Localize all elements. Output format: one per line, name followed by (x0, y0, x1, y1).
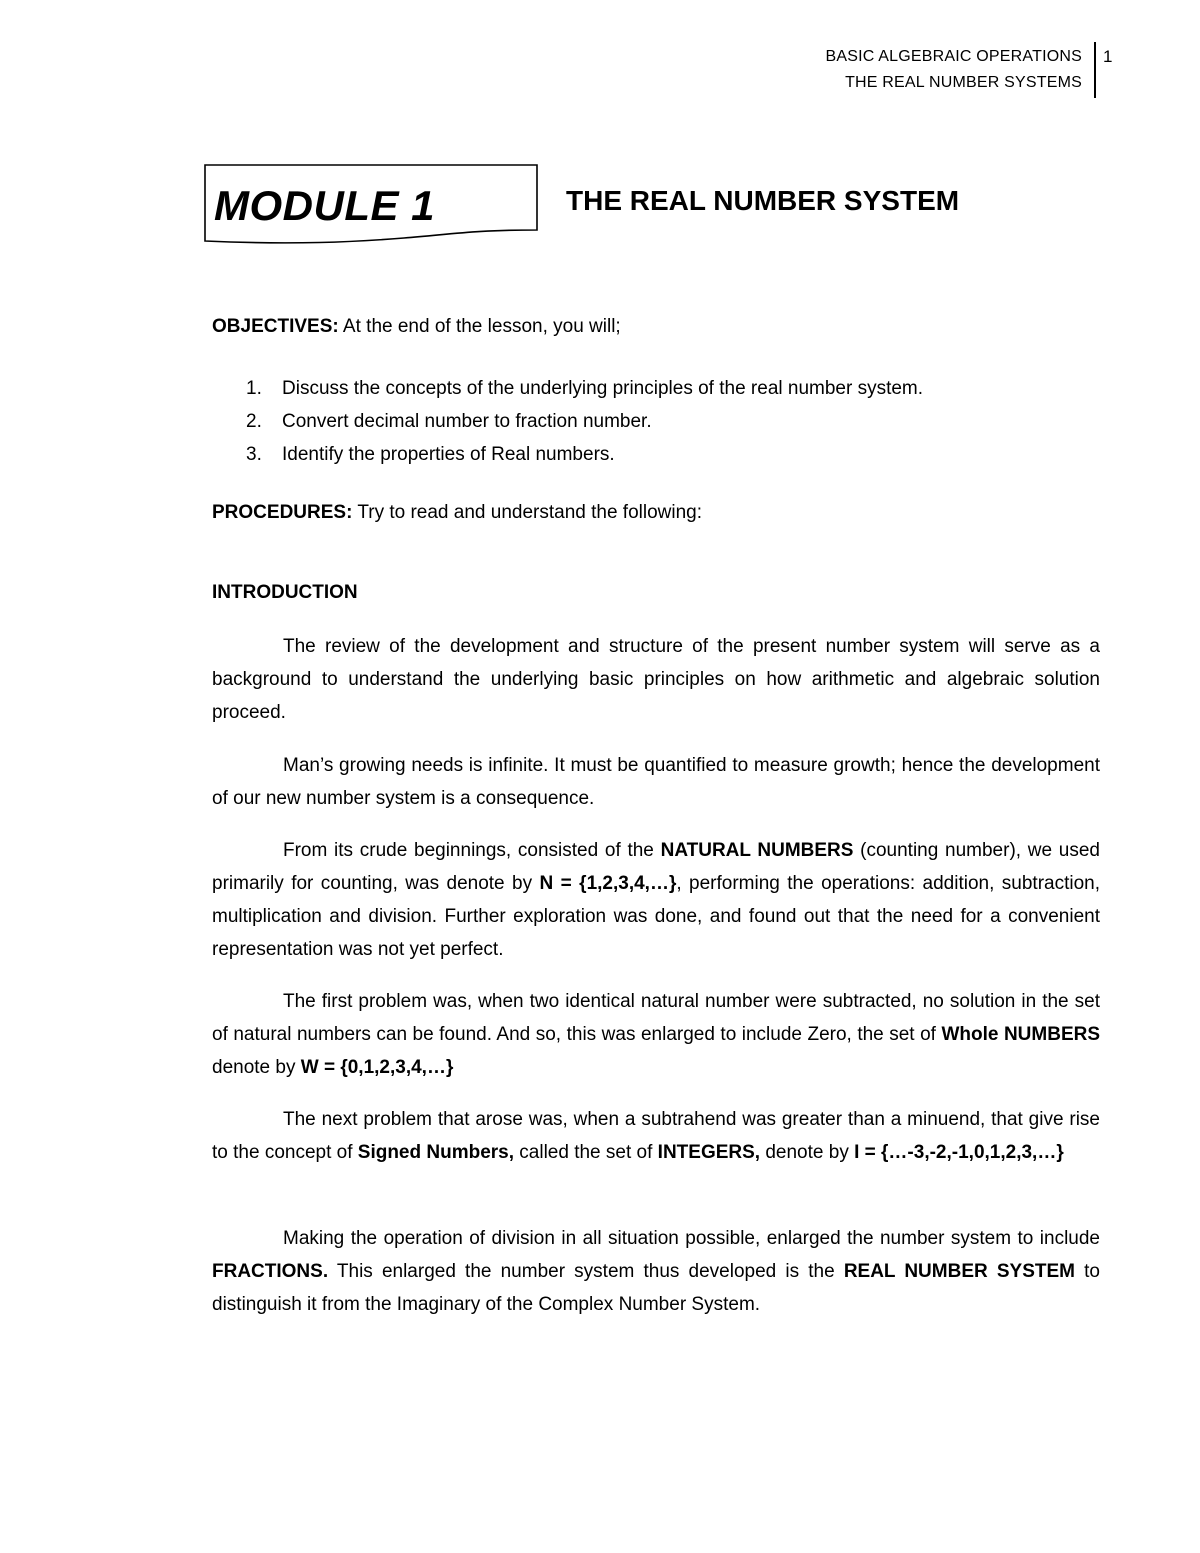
text-run: denote by (212, 1057, 301, 1078)
term-signed-numbers: Signed Numbers, (357, 1142, 515, 1163)
text-run: called the set of (514, 1142, 658, 1163)
text-run: , performing the operations: addition, subtraction, multiplication and division. Further exploration was done, and found out that the need for a convenient representation was not yet perfect. (212, 873, 1101, 960)
paragraph-needs: Man’s growing needs is infinite. It must be quantified to measure growth; hence the development of our new number system is a consequence. (212, 755, 1100, 809)
set-integers: I = {…-3,-2,-1,0,1,2,3,…} (854, 1142, 1064, 1163)
paragraph-real-numbers (212, 1222, 1100, 1321)
paragraph-integers (212, 1103, 1100, 1169)
list-item-text: Convert decimal number to fraction number. (282, 411, 652, 432)
running-header (825, 44, 1082, 96)
list-item-text: Identify the properties of Real numbers. (282, 444, 615, 465)
term-integers: INTEGERS, (657, 1142, 761, 1163)
text-run: Making the operation of division in all situation possible, enlarged the number system to include (283, 1228, 1100, 1249)
term-real-number-system: REAL NUMBER SYSTEM (843, 1261, 1075, 1282)
text-run: This enlarged the number system thus developed is the (328, 1261, 844, 1282)
term-whole-numbers: Whole NUMBERS (941, 1024, 1101, 1045)
text-run: The first problem was, when two identical natural number were subtracted, no solution in the set of natural numbers can be found. And so, this was enlarged to include Zero, the set of (212, 991, 1100, 1045)
text-run: (counting number), we used primarily for counting, was denote by (212, 840, 1100, 894)
list-item-number: 1. (246, 378, 262, 399)
text-run: denote by (760, 1142, 855, 1163)
header-line-1: BASIC ALGEBRAIC OPERATIONS (825, 48, 1082, 65)
list-item-text: Discuss the concepts of the underlying principles of the real number system. (282, 378, 924, 399)
procedures-line (212, 496, 702, 529)
text-run: to distinguish it from the Imaginary of the Complex Number System. (212, 1261, 1100, 1315)
paragraph-natural-numbers (212, 834, 1100, 966)
module-label: MODULE 1 (214, 182, 436, 229)
text-run: The next problem that arose was, when a subtrahend was greater than a minuend, that give rise to the concept of (212, 1109, 1100, 1163)
text-run: From its crude beginnings, consisted of the (283, 840, 661, 861)
term-fractions: FRACTIONS. (212, 1261, 329, 1282)
list-item-number: 3. (246, 444, 262, 465)
set-natural-numbers: N = {1,2,3,4,…} (539, 873, 677, 894)
procedures-heading: PROCEDURES: (212, 502, 353, 523)
introduction-heading: INTRODUCTION (212, 582, 358, 603)
list-item-number: 2. (246, 411, 262, 432)
list-item (212, 372, 923, 405)
header-line-2: THE REAL NUMBER SYSTEMS (845, 74, 1082, 91)
set-whole-numbers: W = {0,1,2,3,4,…} (300, 1057, 454, 1078)
list-item (212, 438, 923, 471)
term-natural-numbers: NATURAL NUMBERS (660, 840, 854, 861)
paragraph-review: The review of the development and structure of the present number system will serve as a background to understand the underlying basic principles on how arithmetic and algebraic solution proceed. (212, 636, 1100, 723)
objectives-list (212, 372, 923, 471)
list-item (212, 405, 923, 438)
paragraph-whole-numbers (212, 985, 1100, 1084)
page-number: 1 (1103, 47, 1113, 66)
objectives-intro: At the end of the lesson, you will; (338, 316, 621, 337)
objectives-line (212, 310, 621, 343)
objectives-heading: OBJECTIVES: (212, 316, 339, 337)
procedures-text: Try to read and understand the following: (352, 502, 703, 523)
module-title: THE REAL NUMBER SYSTEM (566, 185, 960, 216)
header-divider (1094, 42, 1096, 98)
